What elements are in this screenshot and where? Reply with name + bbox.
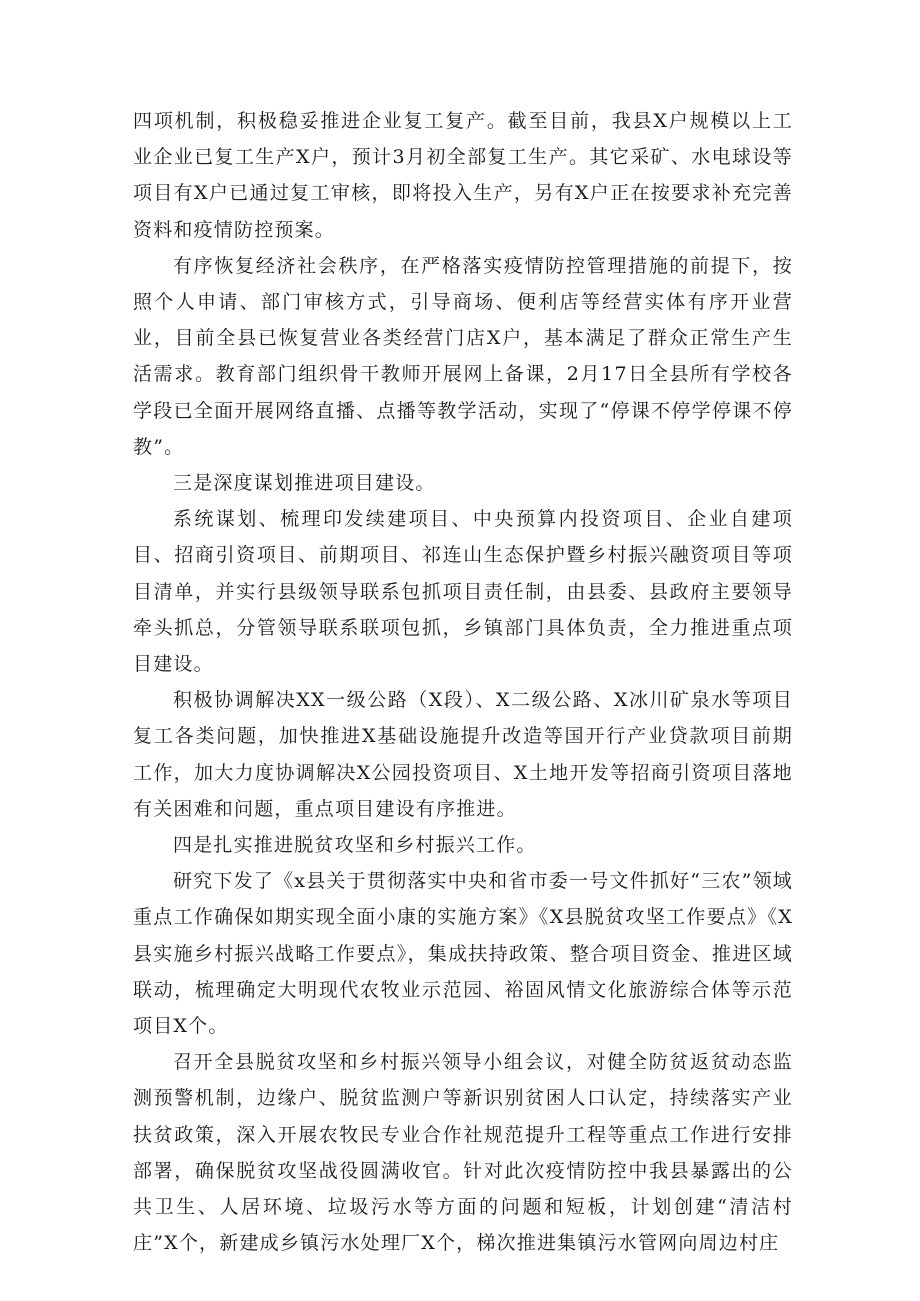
- paragraph-5: 积极协调解决XX一级公路（X段）、X二级公路、X冰川矿泉水等项目复工各类问题，加快推进X基础设施提升改造等国开行产业贷款项目前期工作，加大力度协调解决X公园投资项目、X土地开发等招商引资项目落地有关困难和问题，重点项目建设有序推进。: [133, 689, 793, 820]
- paragraph-1: 四项机制，积极稳妥推进企业复工复产。截至目前，我县X户规模以上工业企业已复工生产X户，预计3月初全部复工生产。其它采矿、水电球设等项目有X户已通过复工审核，即将投入生产，另有X户正在按要求补充完善资料和疫情防控预案。: [133, 110, 793, 241]
- section-heading-3: 三是深度谋划推进项目建设。: [173, 472, 436, 495]
- paragraph-7: 研究下发了《x县关于贯彻落实中央和省市委一号文件抓好“三农”领域重点工作确保如期实现全面小康的实施方案》《X县脱贫攻坚工作要点》《X县实施乡村振兴战略工作要点》，集成扶持政策、整合项目资金、推进区域联动，梳理确定大明现代农牧业示范园、裕固风情文化旅游综合体等示范项目X个。: [133, 870, 793, 1038]
- paragraph-4: 系统谋划、梳理印发续建项目、中央预算内投资项目、企业自建项目、招商引资项目、前期项目、祁连山生态保护暨乡村振兴融资项目等项目清单，并实行县级领导联系包抓项目责任制，由县委、县政府主要领导牵头抓总，分管领导联系联项包抓，乡镇部门具体负责，全力推进重点项目建设。: [133, 508, 793, 676]
- document-body: [133, 103, 793, 1262]
- section-heading-4: 四是扎实推进脱贫攻坚和乡村振兴工作。: [173, 834, 537, 857]
- paragraph-8: 召开全县脱贫攻坚和乡村振兴领导小组会议，对健全防贫返贫动态监测预警机制，边缘户、脱贫监测户等新识别贫困人口认定，持续落实产业扶贫政策，深入开展农牧民专业合作社规范提升工程等重点工作进行安排部署，确保脱贫攻坚战役圆满收官。针对此次疫情防控中我县暴露出的公共卫生、人居环境、垃圾污水等方面的问题和短板，计划创建“清洁村庄”X个，新建成乡镇污水处理厂X个，梯次推进集镇污水管网向周边村庄: [133, 1051, 793, 1255]
- paragraph-2: 有序恢复经济社会秩序，在严格落实疫情防控管理措施的前提下，按照个人申请、部门审核方式，引导商场、便利店等经营实体有序开业营业，目前全县已恢复营业各类经营门店X户，基本满足了群众正常生产生活需求。教育部门组织骨干教师开展网上备课，2月17日全县所有学校各学段已全面开展网络直播、点播等教学活动，实现了“停课不停学停课不停教”。: [133, 254, 793, 458]
